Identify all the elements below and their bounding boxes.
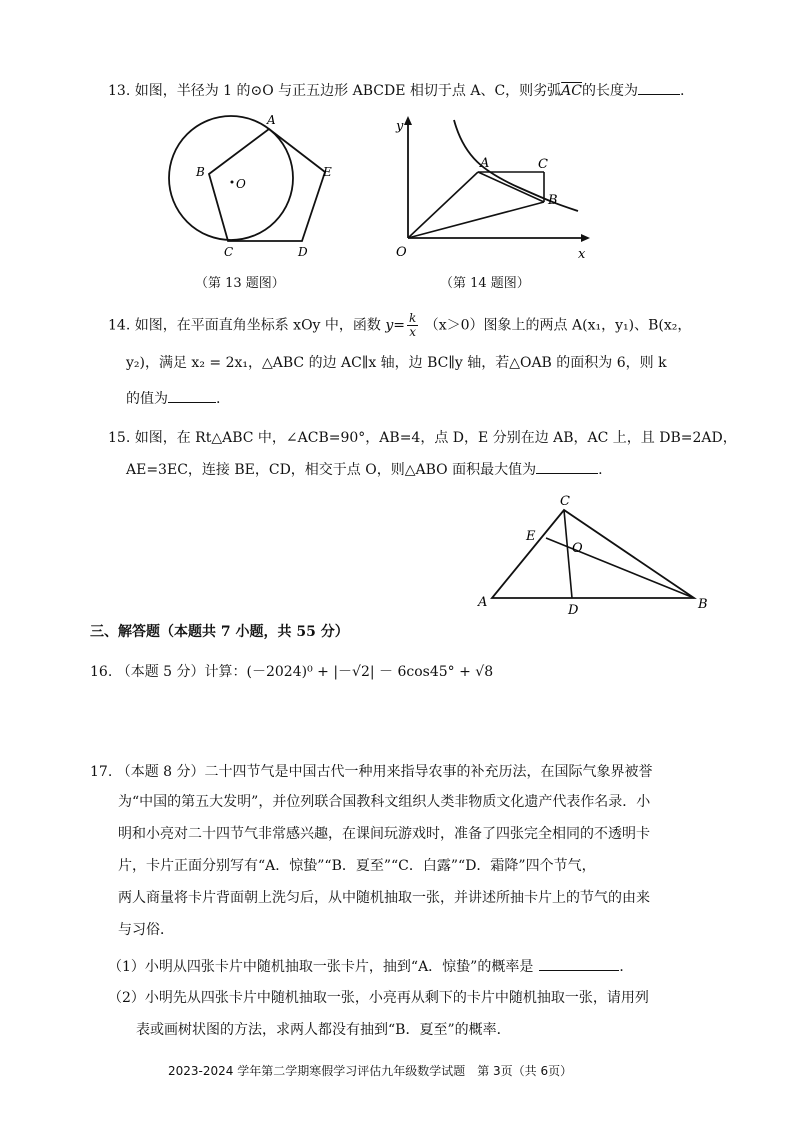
q13-pentagon [209,129,325,241]
q13-label-A: A [267,113,276,127]
q14-segment-OB [408,202,544,238]
section3-note: （本题共 7 小题，共 55 分） [160,624,349,640]
q14-line3 [126,388,220,409]
q17-sub2b: 表或画树状图的方法，求两人都没有抽到“B．夏至”的概率． [136,1022,511,1038]
q14-label-O: O [396,245,407,260]
q13-label-C: C [224,245,234,259]
q17-sub1-blank [539,956,619,971]
q14-line1b: （x＞0）图象上的两点 A(x₁，y₁)、B(x₂， [424,317,692,334]
q13-tail: 的长度为 [582,83,638,99]
q14-y-arrow [404,116,412,125]
q14-x-arrow [581,234,590,242]
q17-line6: 与习俗． [118,922,174,938]
q15-label-A: A [478,595,488,610]
q17-points: （本题 8 分） [116,764,205,780]
q13-arc: $\overline{AC}$ [561,83,582,99]
q16-number: 16. [90,664,113,680]
q14-line2: y₂)，满足 x₂ = 2x₁，△ABC 的边 AC∥x 轴，边 BC∥y 轴，若△OAB 的面积为 6，则 k [126,355,667,371]
q15-end: . [598,462,603,478]
q13-answer-blank [638,80,680,95]
q14-label-x: x [578,247,586,262]
q17-line3: 明和小亮对二十四节气非常感兴趣，在课间玩游戏时，准备了四张完全相同的不透明卡 [118,826,650,842]
q14-line3-text: 的值为 [126,391,168,407]
q14-fraction [407,312,418,339]
q13-end: . [680,83,685,99]
q13-caption: （第 13 题图） [195,276,285,291]
q17-sub1 [108,956,633,977]
q16-statement [90,662,493,682]
q15-line1 [108,428,737,448]
q16-expression: (－2024)⁰ + |－√2| － 6cos45° + √8 [246,664,494,680]
q16-points: （本题 5 分） [116,664,205,680]
section3-heading [90,622,349,642]
q13-label-O: O [236,177,246,191]
q13-statement [108,80,684,101]
q15-label-C: C [560,494,570,509]
q17-sub1-end: ． [619,959,634,975]
q14-func-eq: = [393,317,406,334]
q14-frac-num: k [409,311,417,325]
q15-line1-text: 如图，在 Rt△ABC 中，∠ACB=90°，AB=4，点 D，E 分别在边 AB，AC 上，且 DB=2AD， [134,430,737,446]
q13-text: 如图，半径为 1 的⊙O 与正五边形 ABCDE 相切于点 A、C，则劣弧 [134,83,562,99]
q15-triangle [492,510,694,598]
q14-number: 14. [108,317,131,334]
q14-frac-den: x [409,325,417,339]
q14-segment-AB [478,172,544,202]
q17-line4: 片，卡片正面分别写有“A．惊蛰”“B．夏至”“C．白露”“D．霜降”四个节气， [118,858,596,874]
q13-center-dot [231,181,234,184]
q13-figure [168,108,348,268]
q14-label-B: B [548,193,558,208]
q17-line1-text: 二十四节气是中国古代一种用来指导农事的补充历法，在国际气象界被誉 [204,764,653,780]
page-footer: 2023-2024 学年第二学期寒假学习评估九年级数学试题 第 3页（共 6页） [168,1064,573,1078]
q15-label-E: E [526,529,536,544]
q15-figure [474,488,724,618]
q17-line2: 为“中国的第五大发明”，并位列联合国教科文组织人类非物质文化遗产代表作名录．小 [118,794,651,810]
q15-number: 15. [108,430,131,446]
q14-end: . [216,391,221,407]
q17-sub2a: （2）小明先从四张卡片中随机抽取一张，小亮再从剩下的卡片中随机抽取一张，请用列 [108,990,649,1006]
q15-answer-blank [536,459,598,474]
q17-line5: 两人商量将卡片背面朝上洗匀后，从中随机抽取一张，并讲述所抽卡片上的节气的由来 [118,890,650,906]
q15-label-D: D [568,603,579,618]
q14-label-C: C [538,157,548,172]
q15-line2 [126,459,603,480]
q14-line1 [108,312,691,339]
q15-line2-text: AE=3EC，连接 BE，CD，相交于点 O，则△ABO 面积最大值为 [126,462,537,478]
q13-label-E: E [323,165,332,179]
q15-segment-CD [564,510,572,598]
q15-label-B: B [698,597,708,612]
q13-label-B: B [196,165,205,179]
q17-line1 [90,762,653,782]
q17-number: 17. [90,764,113,780]
q13-number: 13. [108,83,131,99]
q14-figure [390,112,600,262]
q14-label-A: A [480,156,490,171]
section3-title: 三、解答题 [90,624,160,640]
q13-circle [169,116,293,240]
q14-line1a: 如图，在平面直角坐标系 xOy 中，函数 [134,317,381,334]
q14-func-y: y [385,317,394,334]
q13-label-D: D [298,245,308,259]
q14-answer-blank [168,388,216,403]
q16-label: 计算： [204,664,247,680]
q15-label-O: O [572,541,583,556]
q14-label-y: y [396,119,404,134]
q14-hyperbola [454,120,578,211]
q17-sub1-text: （1）小明从四张卡片中随机抽取一张卡片，抽到“A．惊蛰”的概率是 [108,959,534,975]
q14-caption: （第 14 题图） [440,276,530,291]
